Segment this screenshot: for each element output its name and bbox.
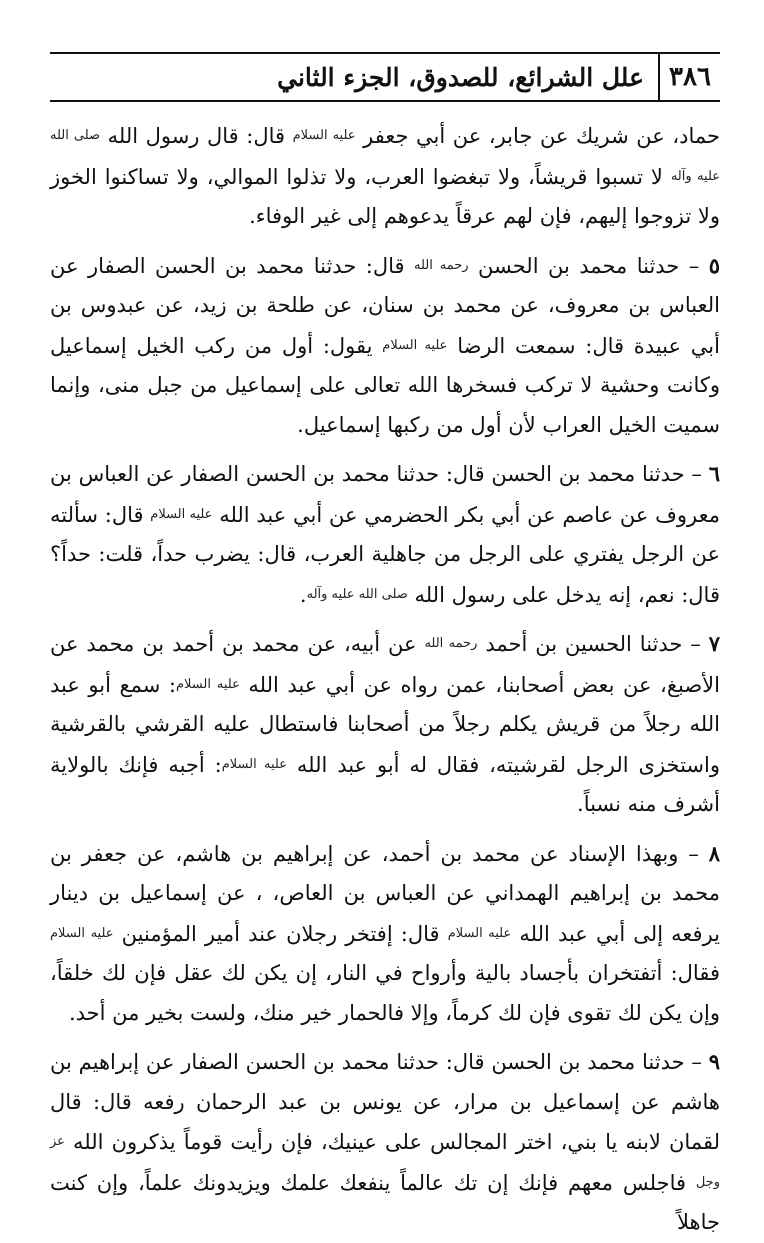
- paragraph-text: : سمع أبو عبد الله رجلاً من قريش يكلم رجلاً من أصحابنا فاستطال عليه القرشي بالقرشية واستخزى الرجل لقرشيته، فقال له أبو عبد الله: [50, 672, 720, 777]
- hadith-paragraph-9: [50, 1042, 720, 1243]
- paragraph-text: – حدثنا الحسين بن أحمد: [477, 632, 709, 656]
- page-number: ٣٨٦: [658, 54, 720, 100]
- paragraph-text: – وبهذا الإسناد عن محمد بن أحمد، عن إبراهيم بن هاشم، عن جعفر بن محمد بن إبراهيم الهمداني عن العباس بن العاص، ، عن إسماعيل بن دينار يرفعه إلى أبي عبد الله: [50, 841, 721, 946]
- hadith-number: ٩: [708, 1049, 720, 1074]
- honorific-rahmat: رحمه الله: [414, 257, 469, 273]
- paragraph-text: فاجلس معهم فإنك إن تك عالماً ينفعك علمك ويزيدونك علماً، وإن كنت جاهلاً: [50, 1170, 720, 1234]
- honorific-salla: صلى الله عليه وآله: [306, 586, 408, 602]
- book-page: [50, 52, 720, 1243]
- paragraph-text: – حدثنا محمد بن الحسن: [468, 253, 709, 278]
- body-text: [50, 116, 720, 1243]
- hadith-number: ٨: [708, 840, 720, 866]
- paragraph-text: لا تسبوا قريشاً، ولا تبغضوا العرب، ولا تذلوا الموالي، ولا تساكنوا الخوز ولا تزوجوا إليهم، فإن لهم عرقاً يدعوهم إلى غير الوفاء.: [50, 164, 720, 228]
- honorific-alayhi: عليه السلام: [50, 925, 114, 941]
- paragraph-text: عن أبيه، عن محمد بن أحمد بن محمد عن الأصبغ، عن بعض أصحابنا، عمن رواه عن أبي عبد الله: [50, 632, 720, 697]
- paragraph-text: فقال: أتفتخران بأجساد بالية وأرواح في النار، إن يكن لك عقل فإن لك خلقاً، وإن يكن لك تقوى فإن لك كرماً، وإلا فالحمار خير منك، ولست بخير من أحد.: [50, 961, 720, 1025]
- honorific-alayhi: عليه السلام: [292, 128, 356, 143]
- hadith-paragraph-8: [50, 834, 720, 1034]
- hadith-paragraph-6: [50, 454, 720, 615]
- honorific-azza: عز وجل: [50, 1134, 720, 1190]
- hadith-paragraph-5: [50, 246, 720, 446]
- hadith-number: ٥: [708, 252, 720, 278]
- paragraph-text: يقول: أول من ركب الخيل إسماعيل وكانت وحشية لا تركب فسخرها الله تعالى على إسماعيل من جبل منى، وإنما سميت الخيل العراب لأن أول من ركبها إسماعيل.: [50, 333, 720, 437]
- honorific-alayhi: عليه السلام: [221, 756, 287, 772]
- paragraph-continuation: [50, 116, 720, 237]
- honorific-alayhi: عليه السلام: [175, 676, 240, 692]
- paragraph-text: قال: سألته عن الرجل يفتري على الرجل من جاهلية العرب، قال: يضرب حداً، قلت: حداً؟ قال: نعم، إنه يدخل على رسول الله: [50, 502, 720, 607]
- paragraph-text: حماد، عن شريك عن جابر، عن أبي جعفر: [355, 124, 721, 148]
- paragraph-text: – حدثنا محمد بن الحسن قال: حدثنا محمد بن الحسن الصفار عن إبراهيم بن هاشم عن إسماعيل بن مرار، عن يونس بن عبد الرحمان رفعه قال: قال لقمان لابنه يا بني، اختر المجالس على عينيك، فإن رأيت قوماً يذكرون الله: [50, 1050, 720, 1154]
- honorific-rahmat: رحمه الله: [424, 636, 478, 651]
- paragraph-text: قال: حدثنا محمد بن الحسن الصفار عن العباس بن معروف، عن محمد بن سنان، عن طلحة بن زيد، عن عبدوس بن أبي عبيدة قال: سمعت الرضا: [50, 253, 720, 358]
- honorific-alayhi: عليه السلام: [382, 337, 448, 353]
- paragraph-text: قال: إفتخر رجلان عند أمير المؤمنين: [113, 921, 448, 946]
- honorific-alayhi: عليه السلام: [447, 925, 512, 941]
- page-header: [50, 52, 720, 102]
- hadith-paragraph-7: [50, 624, 720, 825]
- paragraph-text: .: [299, 582, 307, 607]
- paragraph-text: – حدثنا محمد بن الحسن قال: حدثنا محمد بن الحسن الصفار عن العباس بن معروف عن عاصم عن أبي بكر الحضرمي عن أبي عبد الله: [50, 462, 721, 527]
- honorific-salla: صلى الله عليه وآله: [50, 128, 721, 184]
- paragraph-text: : أجبه فإنك بالولاية أشرف منه نسباً.: [50, 752, 720, 816]
- hadith-number: ٧: [708, 631, 720, 656]
- running-title: علل الشرائع، للصدوق، الجزء الثاني: [277, 62, 644, 92]
- paragraph-text: قال: قال رسول الله: [100, 124, 293, 148]
- honorific-alayhi: عليه السلام: [150, 506, 213, 522]
- hadith-number: ٦: [708, 461, 720, 486]
